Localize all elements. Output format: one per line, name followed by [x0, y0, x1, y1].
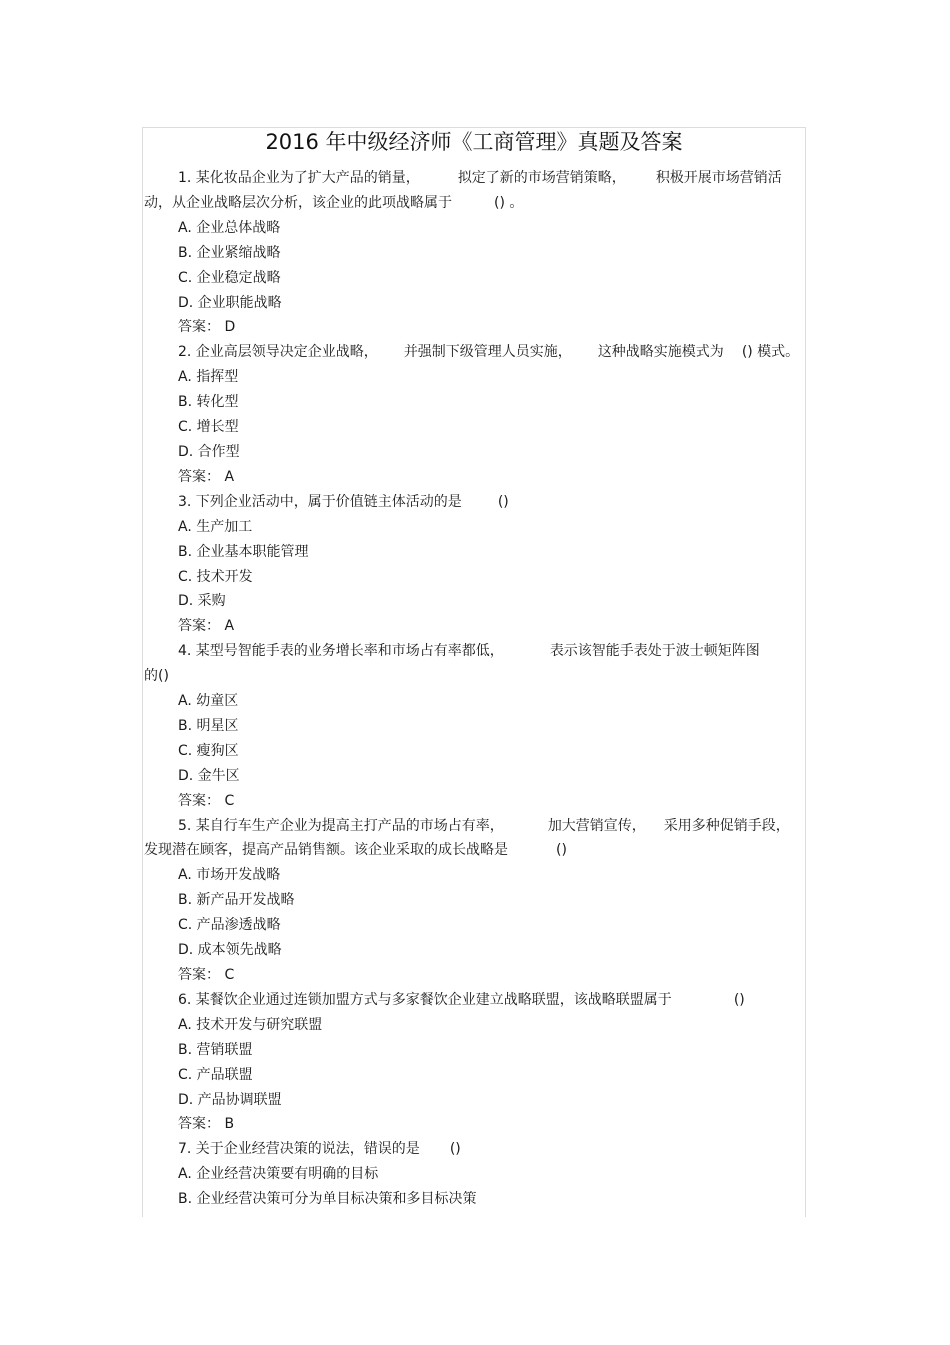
question-line	[144, 664, 808, 689]
question-blank: () 模式。	[741, 344, 800, 361]
question-line	[144, 838, 808, 863]
option-b: B. 企业基本职能管理	[178, 543, 309, 560]
option-d: D. 金牛区	[178, 767, 240, 784]
question-line	[144, 490, 808, 515]
option-a: A. 生产加工	[178, 518, 253, 535]
option-d: D. 企业职能战略	[178, 294, 282, 311]
question-blank: 的()	[144, 668, 169, 685]
question-text: 3. 下列企业活动中，属于价值链主体活动的是	[178, 493, 462, 510]
question-blank: () 。	[494, 194, 524, 211]
question-blank: ()	[733, 991, 745, 1008]
question-text: 2. 企业高层领导决定企业战略，	[178, 344, 378, 361]
question-text: 采用多种促销手段，	[663, 817, 790, 834]
answer: 答案： B	[178, 1116, 235, 1133]
question-text: 表示该智能手表处于波士顿矩阵图	[549, 643, 760, 660]
option-b: B. 明星区	[178, 717, 239, 734]
question-list	[144, 166, 808, 1212]
answer: 答案： C	[178, 792, 235, 809]
question-text: 并强制下级管理人员实施，	[403, 344, 572, 361]
question-1	[144, 166, 808, 340]
option-b: B. 新产品开发战略	[178, 892, 295, 909]
question-text: 6. 某餐饮企业通过连锁加盟方式与多家餐饮企业建立战略联盟，该战略联盟属于	[178, 991, 672, 1008]
option-a: A. 企业总体战略	[178, 219, 281, 236]
option-b: B. 企业紧缩战略	[178, 244, 281, 261]
answer: 答案： A	[178, 618, 235, 635]
question-line	[144, 340, 808, 365]
option-b: B. 企业经营决策可分为单目标决策和多目标决策	[178, 1191, 477, 1208]
question-5	[144, 814, 808, 988]
question-6	[144, 988, 808, 1137]
question-3	[144, 490, 808, 639]
page-title: 2016 年中级经济师《工商管理》真题及答案	[265, 130, 683, 154]
question-blank: ()	[497, 493, 509, 510]
question-text: 积极开展市场营销活	[655, 170, 782, 186]
option-b: B. 营销联盟	[178, 1041, 253, 1058]
question-text: 拟定了新的市场营销策略，	[457, 170, 626, 186]
option-a: A. 幼童区	[178, 693, 239, 710]
question-text: 5. 某自行车生产企业为提高主打产品的市场占有率，	[178, 817, 504, 834]
option-c: C. 产品联盟	[178, 1066, 253, 1083]
question-line	[144, 1137, 808, 1162]
option-b: B. 转化型	[178, 394, 239, 411]
answer: 答案： C	[178, 967, 235, 983]
question-text: 7. 关于企业经营决策的说法，错误的是	[178, 1141, 420, 1158]
question-blank: ()	[449, 1141, 461, 1158]
option-a: A. 指挥型	[178, 369, 239, 386]
answer: 答案： A	[178, 468, 235, 485]
option-d: D. 采购	[178, 593, 226, 610]
question-text: 4. 某型号智能手表的业务增长率和市场占有率都低，	[178, 643, 504, 660]
option-c: C. 企业稳定战略	[178, 269, 281, 286]
question-4	[144, 639, 808, 813]
option-c: C. 增长型	[178, 419, 239, 436]
option-c: C. 产品渗透战略	[178, 917, 281, 934]
question-text: 发现潜在顾客，提高产品销售额。该企业采取的成长战略是	[144, 842, 508, 859]
question-text: 1. 某化妆品企业为了扩大产品的销量，	[178, 170, 420, 186]
option-d: D. 成本领先战略	[178, 942, 282, 959]
option-c: C. 技术开发	[178, 568, 253, 585]
question-2	[144, 340, 808, 489]
question-line	[144, 988, 808, 1013]
option-a: A. 市场开发战略	[178, 867, 281, 884]
option-c: C. 瘦狗区	[178, 742, 239, 759]
option-a: A. 企业经营决策要有明确的目标	[178, 1166, 379, 1183]
answer: 答案： D	[178, 319, 236, 336]
question-line	[144, 191, 808, 216]
option-a: A. 技术开发与研究联盟	[178, 1016, 323, 1033]
question-line	[144, 814, 808, 839]
option-d: D. 合作型	[178, 443, 240, 460]
option-d: D. 产品协调联盟	[178, 1091, 282, 1108]
question-line	[144, 166, 808, 191]
question-text: 动，从企业战略层次分析，该企业的此项战略属于	[144, 194, 452, 211]
question-text: 这种战略实施模式为	[597, 344, 724, 361]
question-blank: ()	[556, 842, 567, 859]
question-text: 加大营销宣传，	[547, 817, 646, 834]
question-7	[144, 1137, 808, 1212]
question-line	[144, 639, 808, 664]
